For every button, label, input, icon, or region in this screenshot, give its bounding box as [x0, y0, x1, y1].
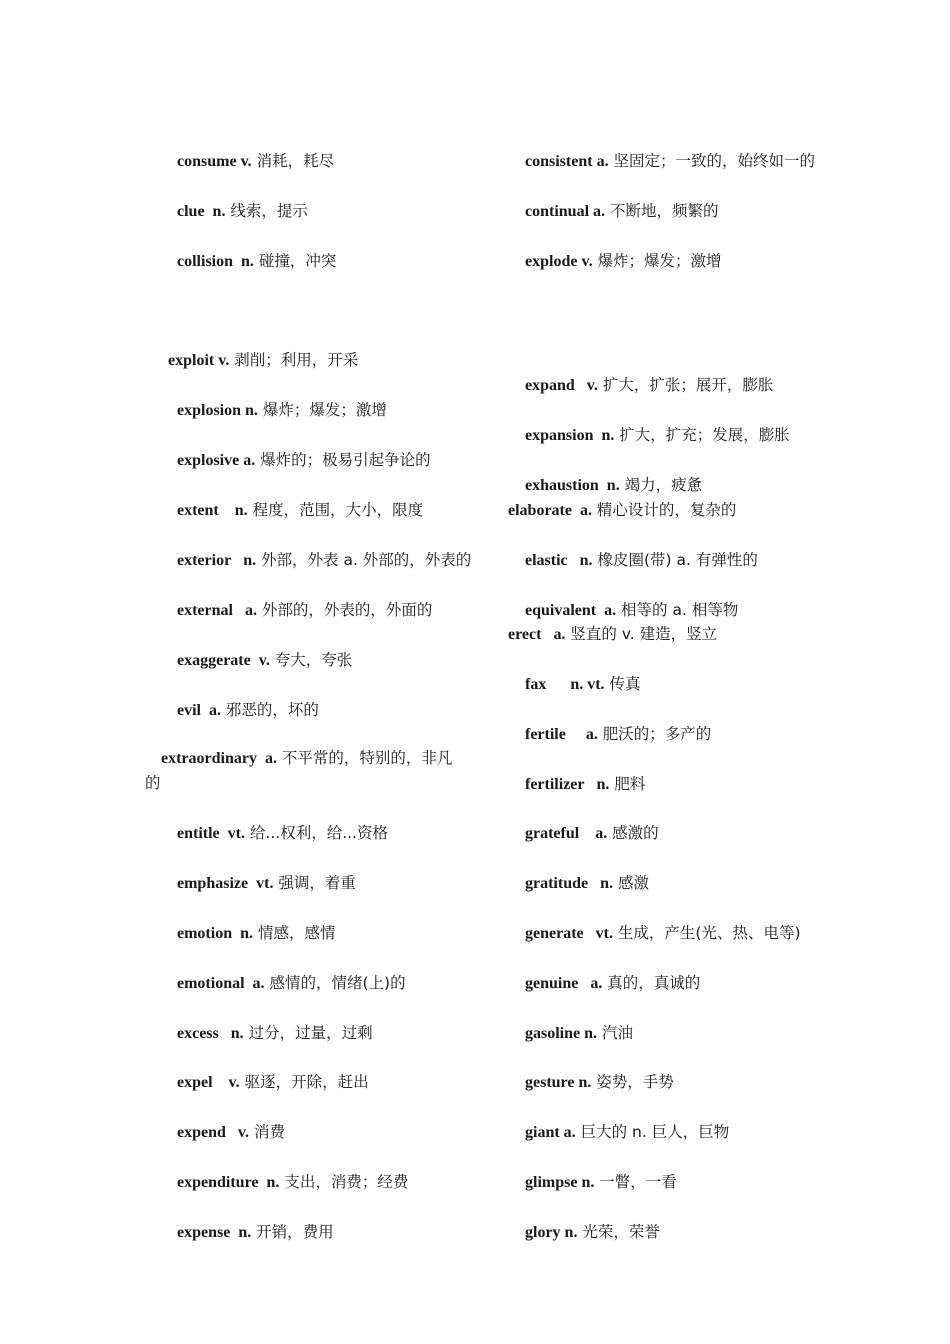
definition: 传真 [604, 675, 641, 693]
vocab-word: fertile [525, 726, 566, 743]
definition: 爆炸的；极易引起争论的 [255, 451, 431, 469]
definition: 外部，外表 a. 外部的，外表的 [256, 551, 472, 569]
vocab-word: collision [177, 253, 234, 270]
definition: 姿势，手势 [591, 1073, 674, 1091]
gap [588, 875, 600, 892]
gap [233, 253, 241, 270]
definition: 感激 [613, 874, 649, 892]
part-of-speech: a. [579, 502, 592, 519]
vocab-word: exterior [177, 552, 232, 569]
definition: 精心设计的，复杂的 [591, 501, 737, 519]
part-of-speech: a. [595, 825, 608, 842]
definition: 开销，费用 [251, 1223, 334, 1241]
part-of-speech: n. [245, 402, 258, 419]
part-of-speech: n. [241, 253, 254, 270]
gap [575, 377, 587, 394]
gap [546, 676, 570, 693]
definition: 扩大，扩充；发展，膨胀 [614, 426, 790, 444]
vocab-word: fertilizer [525, 776, 585, 793]
gap [213, 1074, 229, 1091]
gap [579, 825, 595, 842]
vocab-word: glory [525, 1224, 561, 1241]
vocab-word: continual [525, 203, 590, 220]
part-of-speech: vt. [256, 875, 274, 892]
part-of-speech: n. [266, 1174, 280, 1191]
vocab-word: genuine [525, 975, 579, 992]
part-of-speech: n. [579, 552, 593, 569]
gap [205, 203, 213, 220]
vocab-word: explosive [177, 452, 240, 469]
part-of-speech: n. [230, 1025, 244, 1042]
part-of-speech: n. [606, 477, 620, 494]
part-of-speech: a. [243, 452, 256, 469]
vocab-word: explosion [177, 402, 242, 419]
gap [566, 726, 586, 743]
part-of-speech: n. [238, 1224, 252, 1241]
part-of-speech: a. [593, 203, 606, 220]
definition: 感激的 [607, 824, 659, 842]
part-of-speech: v. [237, 1124, 250, 1141]
vocab-word: emotion [177, 925, 233, 942]
vocab-word: entitle [177, 825, 220, 842]
part-of-speech: v. [586, 377, 598, 394]
definition: 巨大的 n. 巨人，巨物 [575, 1123, 730, 1141]
gap [257, 750, 265, 767]
part-of-speech: n. [584, 1025, 598, 1042]
vocab-word: explode [525, 253, 578, 270]
definition: 爆炸；爆发；激增 [592, 252, 722, 270]
vocab-word: emotional [177, 975, 245, 992]
vocab-word: clue [177, 203, 205, 220]
part-of-speech: n. [240, 925, 254, 942]
part-of-speech: vt. [595, 925, 613, 942]
part-of-speech: v. [240, 153, 252, 170]
definition: 相等的 a. 相等物 [616, 601, 739, 619]
vocab-word: evil [177, 702, 201, 719]
vocab-word: expense [177, 1224, 231, 1241]
definition: 竖直的 v. 建造，竖立 [565, 625, 718, 643]
vocab-word: exploit [168, 352, 215, 369]
definition: 橡皮圈(带) a. 有弹性的 [592, 551, 758, 569]
definition: 消耗，耗尽 [251, 152, 335, 170]
gap [226, 1124, 238, 1141]
vocab-word: expansion [525, 427, 594, 444]
vocab-word: gasoline [525, 1025, 581, 1042]
definition: 真的，真诚的 [602, 974, 701, 992]
part-of-speech: n. [581, 1174, 595, 1191]
definition: 一瞥，一看 [594, 1173, 677, 1191]
vocab-word: glimpse [525, 1174, 578, 1191]
gap [219, 502, 235, 519]
vocab-entry [161, 225, 336, 298]
part-of-speech: a. [209, 702, 221, 719]
gap [220, 825, 228, 842]
gap [233, 602, 245, 619]
vocab-word: generate [525, 925, 584, 942]
vocab-word: consume [177, 153, 237, 170]
gap [541, 626, 553, 643]
part-of-speech: a. [244, 602, 257, 619]
gap [585, 776, 597, 793]
vocab-entry [509, 225, 722, 298]
definition: 碰撞，冲突 [253, 252, 337, 270]
gap [248, 875, 256, 892]
vocab-word: consistent [525, 153, 593, 170]
vocab-word: expenditure [177, 1174, 259, 1191]
definition: 扩大，扩张；展开，膨胀 [597, 376, 774, 394]
vocab-word: external [177, 602, 233, 619]
vocab-word: gratitude [525, 875, 589, 892]
part-of-speech: v. [228, 1074, 240, 1091]
part-of-speech: n. [596, 776, 610, 793]
part-of-speech: n. [578, 1074, 592, 1091]
definition: 汽油 [597, 1024, 633, 1042]
vocab-entry [161, 1196, 334, 1269]
part-of-speech: a. [264, 750, 277, 767]
definition: 给...权利，给...资格 [244, 824, 388, 842]
part-of-speech: a. [590, 975, 603, 992]
vocab-word: expand [525, 377, 575, 394]
definition: 情感，感情 [253, 924, 336, 942]
part-of-speech: v. [218, 352, 230, 369]
definition: 线索，提示 [225, 202, 308, 220]
definition: 邪恶的，坏的 [221, 701, 319, 719]
definition: 坚固定；一致的，始终如一的 [608, 152, 815, 170]
part-of-speech: n. vt. [570, 676, 605, 693]
vocab-word: erect [508, 626, 542, 643]
definition: 肥料 [609, 775, 646, 793]
vocab-word: exaggerate [177, 652, 251, 669]
gap [568, 552, 580, 569]
definition: 剥削；利用，开采 [229, 351, 359, 369]
gap [231, 552, 243, 569]
definition: 不断地，频繁的 [605, 202, 719, 220]
vocab-word: emphasize [177, 875, 249, 892]
definition: 竭力，疲惫 [619, 476, 703, 494]
part-of-speech: n. [600, 875, 614, 892]
vocab-word: elastic [525, 552, 568, 569]
definition: 支出，消费；经费 [279, 1173, 409, 1191]
part-of-speech: a. [604, 602, 617, 619]
part-of-speech: v. [581, 253, 593, 270]
definition: 驱逐，开除，赶出 [239, 1073, 369, 1091]
part-of-speech: a. [585, 726, 598, 743]
definition: 外部的，外表的，外面的 [256, 601, 433, 619]
part-of-speech: n. [243, 552, 257, 569]
definition: 过分，过量，过剩 [243, 1024, 373, 1042]
vocab-word: exhaustion [525, 477, 599, 494]
part-of-speech: n. [234, 502, 248, 519]
definition: 光荣，荣誉 [577, 1223, 660, 1241]
definition: 生成，产生(光、热、电等) [612, 924, 801, 942]
part-of-speech: vt. [227, 825, 245, 842]
vocab-word: grateful [525, 825, 580, 842]
vocab-word: giant [525, 1124, 560, 1141]
vocab-word: elaborate [508, 502, 572, 519]
definition: 强调，着重 [273, 874, 356, 892]
part-of-speech: n. [601, 427, 615, 444]
definition: 爆炸；爆发；激增 [257, 401, 387, 419]
gap [572, 502, 580, 519]
gap [251, 652, 259, 669]
definition: 夸大，夸张 [269, 651, 353, 669]
part-of-speech: n. [564, 1224, 578, 1241]
vocab-word: fax [525, 676, 547, 693]
vocab-word: gesture [525, 1074, 575, 1091]
gap [232, 925, 240, 942]
gap [245, 975, 253, 992]
gap [219, 1025, 231, 1042]
vocab-word: extent [177, 502, 219, 519]
part-of-speech: a. [563, 1124, 576, 1141]
vocab-word: excess [177, 1025, 219, 1042]
vocab-word: expend [177, 1124, 226, 1141]
definition: 消费 [249, 1123, 285, 1141]
definition: 程度，范围，大小，限度 [247, 501, 424, 519]
gap [578, 975, 590, 992]
vocab-word: expel [177, 1074, 213, 1091]
gap [584, 925, 596, 942]
vocab-entry [509, 1196, 660, 1269]
gap [201, 702, 209, 719]
vocab-word: equivalent [525, 602, 597, 619]
definition: 感情的，情绪(上)的 [264, 974, 406, 992]
part-of-speech: a. [553, 626, 566, 643]
vocab-word: extraordinary [161, 750, 257, 767]
definition: 不平常的，特别的，非凡的 [145, 749, 453, 792]
definition: 肥沃的；多产的 [597, 725, 712, 743]
part-of-speech: v. [258, 652, 270, 669]
part-of-speech: a. [252, 975, 265, 992]
part-of-speech: a. [596, 153, 609, 170]
part-of-speech: n. [212, 203, 226, 220]
